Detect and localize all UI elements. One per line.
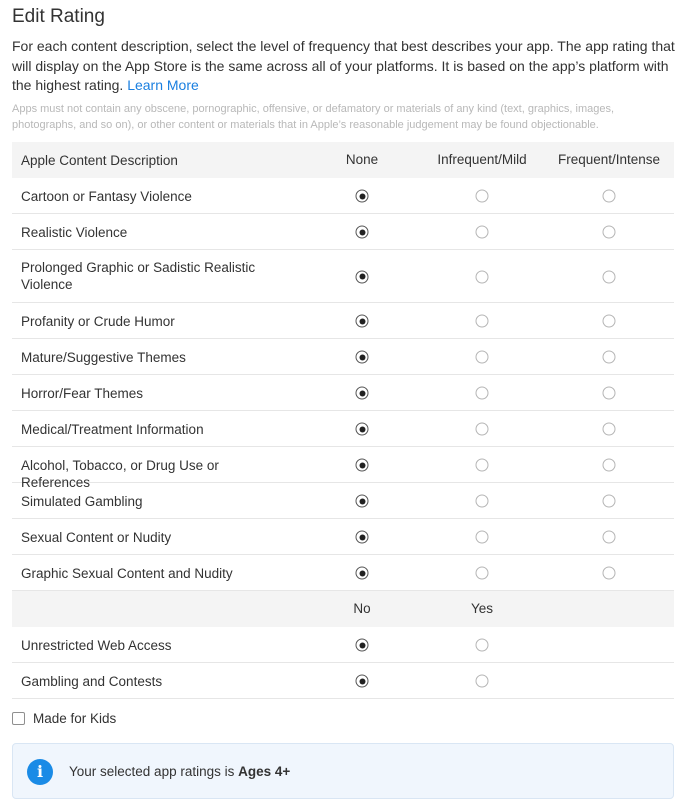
description-text: For each content description, select the level of frequency that best describes your app. The app rating that will display on the App Store is the same across all of your platforms. It is based on the app’s platform with the highest rating.	[12, 38, 675, 93]
content-description-label: Horror/Fear Themes	[21, 386, 144, 401]
infrequent-mild-radio[interactable]	[476, 270, 489, 283]
infrequent-mild-radio[interactable]	[476, 190, 489, 203]
page-title: Edit Rating	[12, 6, 105, 27]
none-radio[interactable]	[356, 190, 369, 203]
table-row	[12, 519, 674, 555]
frequent-intense-radio[interactable]	[603, 226, 616, 239]
none-radio[interactable]	[356, 387, 369, 400]
content-description-label: Sexual Content or Nudity	[21, 530, 172, 545]
rating-description	[12, 37, 676, 96]
content-description-label: Simulated Gambling	[21, 494, 143, 509]
none-radio[interactable]	[356, 351, 369, 364]
infrequent-mild-radio[interactable]	[476, 531, 489, 544]
content-description-label: Graphic Sexual Content and Nudity	[21, 566, 233, 581]
rating-info-banner	[12, 743, 674, 799]
frequent-intense-radio[interactable]	[603, 567, 616, 580]
infrequent-mild-radio[interactable]	[476, 351, 489, 364]
table-row	[12, 555, 674, 591]
none-radio[interactable]	[356, 459, 369, 472]
yes-radio[interactable]	[476, 639, 489, 652]
content-description-label: Profanity or Crude Humor	[21, 314, 175, 329]
none-radio[interactable]	[356, 270, 369, 283]
table-row	[12, 178, 674, 214]
table-row	[12, 627, 674, 663]
frequent-intense-radio[interactable]	[603, 459, 616, 472]
info-icon: i	[27, 759, 53, 785]
column-header-infrequent-mild: Infrequent/Mild	[437, 152, 527, 167]
content-description-label: Cartoon or Fantasy Violence	[21, 189, 192, 204]
infrequent-mild-radio[interactable]	[476, 567, 489, 580]
content-table-header	[12, 142, 674, 178]
column-header-no: No	[353, 601, 371, 616]
none-radio[interactable]	[356, 315, 369, 328]
column-header-none: None	[345, 152, 379, 167]
no-radio[interactable]	[356, 639, 369, 652]
access-description-label: Unrestricted Web Access	[21, 638, 172, 653]
made-for-kids-option[interactable]	[12, 710, 116, 726]
none-radio[interactable]	[356, 531, 369, 544]
infrequent-mild-radio[interactable]	[476, 459, 489, 472]
infrequent-mild-radio[interactable]	[476, 387, 489, 400]
rating-info-text	[69, 764, 290, 779]
frequent-intense-radio[interactable]	[603, 190, 616, 203]
access-table-header	[12, 591, 674, 627]
table-row	[12, 375, 674, 411]
column-header-description: Apple Content Description	[21, 153, 178, 168]
content-description-label: Medical/Treatment Information	[21, 422, 204, 437]
table-row	[12, 339, 674, 375]
table-row	[12, 411, 674, 447]
rating-info-prefix: Your selected app ratings is	[69, 764, 239, 779]
no-radio[interactable]	[356, 675, 369, 688]
infrequent-mild-radio[interactable]	[476, 226, 489, 239]
column-header-yes: Yes	[470, 601, 494, 616]
learn-more-link[interactable]: Learn More	[127, 77, 199, 93]
frequent-intense-radio[interactable]	[603, 531, 616, 544]
table-row	[12, 250, 674, 303]
none-radio[interactable]	[356, 495, 369, 508]
table-row	[12, 303, 674, 339]
rating-info-value: Ages 4+	[238, 764, 291, 779]
column-header-frequent-intense: Frequent/Intense	[557, 152, 661, 167]
infrequent-mild-radio[interactable]	[476, 495, 489, 508]
content-description-label: Realistic Violence	[21, 225, 128, 240]
content-description-label: Alcohol, Tobacco, or Drug Use or References	[21, 458, 219, 490]
none-radio[interactable]	[356, 423, 369, 436]
frequent-intense-radio[interactable]	[603, 495, 616, 508]
frequent-intense-radio[interactable]	[603, 387, 616, 400]
yes-radio[interactable]	[476, 675, 489, 688]
frequent-intense-radio[interactable]	[603, 351, 616, 364]
content-description-label: Mature/Suggestive Themes	[21, 350, 186, 365]
frequent-intense-radio[interactable]	[603, 315, 616, 328]
made-for-kids-label: Made for Kids	[33, 710, 117, 726]
none-radio[interactable]	[356, 567, 369, 580]
table-row	[12, 663, 674, 699]
none-radio[interactable]	[356, 226, 369, 239]
access-description-label: Gambling and Contests	[21, 674, 163, 689]
content-description-label: Prolonged Graphic or Sadistic Realistic Violence	[21, 260, 256, 292]
infrequent-mild-radio[interactable]	[476, 423, 489, 436]
infrequent-mild-radio[interactable]	[476, 315, 489, 328]
frequent-intense-radio[interactable]	[603, 423, 616, 436]
made-for-kids-checkbox[interactable]	[12, 712, 25, 725]
content-guideline-note: Apps must not contain any obscene, pornographic, offensive, or defamatory or materials of any kind (text, graphics, images, photographs, and so on), or other content or materials that in Apple’s reasonable judgement may be found objectionable.	[12, 103, 615, 131]
table-row	[12, 447, 674, 490]
table-row	[12, 214, 674, 250]
table-row	[12, 483, 674, 519]
frequent-intense-radio[interactable]	[603, 270, 616, 283]
